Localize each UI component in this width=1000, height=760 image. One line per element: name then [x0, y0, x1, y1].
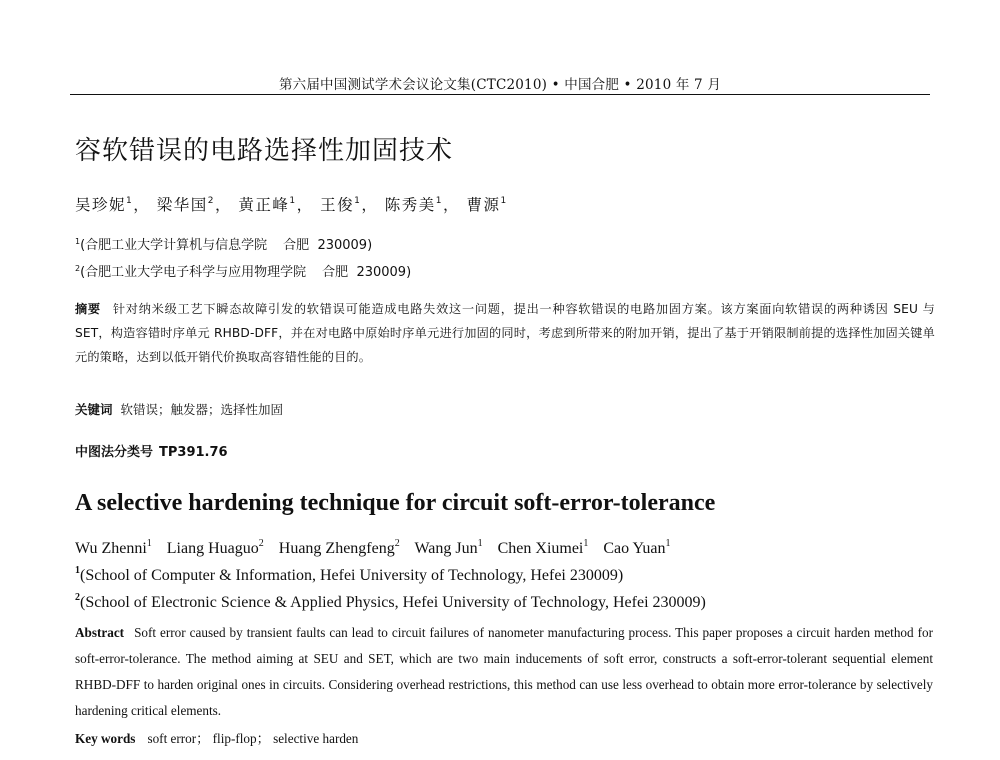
- chinese-keywords-label: 关键词: [75, 402, 113, 417]
- clc-label: 中图法分类号: [75, 445, 154, 460]
- english-title: A selective hardening technique for circuit soft-error-tolerance: [75, 490, 716, 516]
- author-zh: 陈秀美$^1$: [384, 196, 443, 214]
- english-abstract: [75, 620, 933, 724]
- clc-value: TP391.76: [159, 445, 228, 460]
- author-zh: 王俊$^1$: [320, 196, 362, 214]
- chinese-title: 容软错误的电路选择性加固技术: [75, 136, 454, 166]
- author-en: Wu Zhenni$^1$: [75, 538, 152, 557]
- author-zh: 梁华国$^2$: [156, 196, 215, 214]
- author-en: Chen Xiumei$^1$: [497, 538, 589, 557]
- author-zh: 黄正峰$^1$: [238, 196, 297, 214]
- chinese-abstract: [75, 297, 935, 369]
- english-keywords: [75, 728, 358, 747]
- author-en: Huang Zhengfeng$^2$: [278, 538, 400, 557]
- author-en: Wang Jun$^1$: [414, 538, 483, 557]
- chinese-keywords-text: 软错误；触发器；选择性加固: [120, 402, 284, 417]
- author-zh: 曹源$^1$: [466, 196, 508, 214]
- chinese-abstract-text: 针对纳米级工艺下瞬态故障引发的软错误可能造成电路失效这一问题，提出一种容软错误的电路加固方案。该方案面向软错误的两种诱因 SEU 与 SET，构造容错时序单元 RHBD-DFF，并在对电路中原始时序单元进行加固的同时，考虑到所带来的附加开销，提出了基于开销限制前提的选择性加固关键单元的策略，达到以低开销代价换取高容错性能的目的。: [75, 302, 935, 364]
- header-rule: [70, 94, 930, 95]
- english-keywords-text: soft error； flip-flop； selective harden: [147, 731, 359, 746]
- classification-number: [75, 441, 228, 460]
- chinese-abstract-label: 摘要: [75, 302, 101, 316]
- english-abstract-text: Soft error caused by transient faults can lead to circuit failures of nanometer manufacturing process. This paper proposes a circuit harden method for soft-error-tolerance. The method aiming at SEU and SET, which are two main inducements of soft error, constructs a soft-error-tolerant sequential element RHBD-DFF to harden original ones in circuits. Considering overhead restrictions, this method can use less overhead to obtain more error-tolerance by selectively hardening critical elements.: [75, 625, 933, 718]
- english-keywords-label: Key words: [75, 731, 136, 746]
- author-zh: 吴珍妮$^1$: [75, 196, 134, 214]
- english-authors: [75, 538, 681, 558]
- english-affiliation-2: $^2$(School of Electronic Science & Applied Physics, Hefei University of Technology, Hefei 230009): [75, 592, 706, 611]
- author-en: Liang Huaguo$^2$: [166, 538, 264, 557]
- chinese-keywords: [75, 400, 283, 418]
- chinese-authors: 吴珍妮$^1$， 梁华国$^2$， 黄正峰$^1$， 王俊$^1$， 陈秀美$^1$， 曹源$^1$: [75, 196, 508, 214]
- english-affiliation-1: $^1$(School of Computer & Information, Hefei University of Technology, Hefei 230009): [75, 565, 624, 584]
- chinese-affiliation-2: $^2$(合肥工业大学电子科学与应用物理学院 合肥 230009): [75, 264, 412, 280]
- running-head: 第六届中国测试学术会议论文集(CTC2010) • 中国合肥 • 2010 年 7 月: [278, 77, 722, 93]
- english-abstract-label: Abstract: [75, 625, 125, 640]
- author-en: Cao Yuan$^1$: [603, 538, 671, 557]
- chinese-affiliation-1: $^1$(合肥工业大学计算机与信息学院 合肥 230009): [75, 237, 373, 253]
